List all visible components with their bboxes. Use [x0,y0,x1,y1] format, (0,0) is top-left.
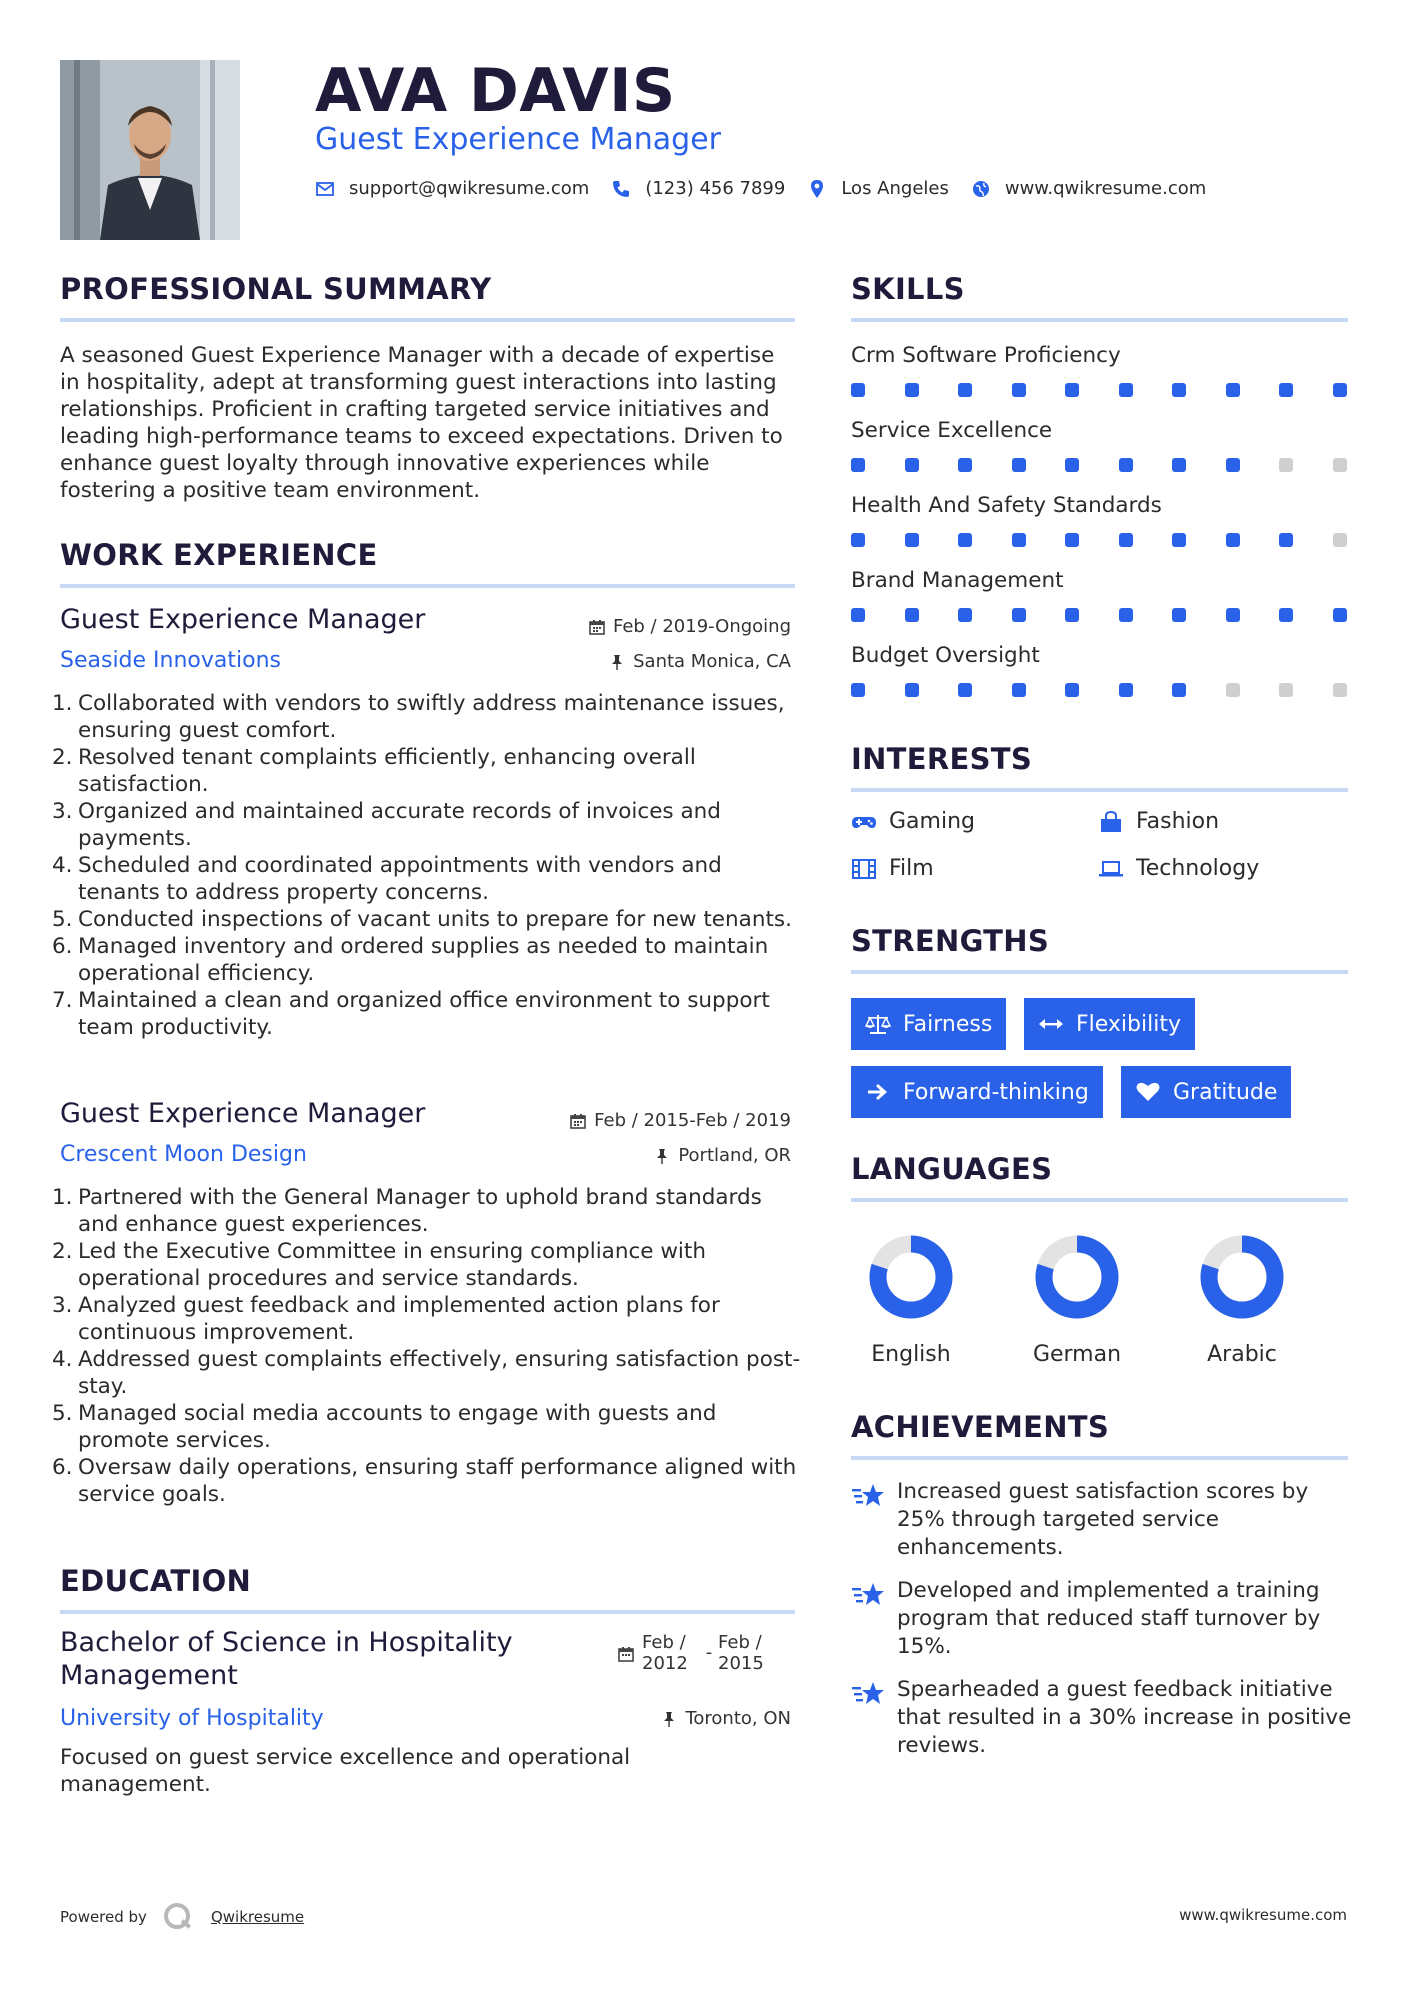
rating-dot-filled [905,383,919,397]
achievement-item [851,1577,1361,1661]
contact-location [807,178,949,199]
strength-label: Fairness [903,1011,993,1037]
education-heading: EDUCATION [60,1564,252,1598]
strength-badge [1024,998,1195,1050]
rating-dot-filled [1226,383,1240,397]
date-separator: - [705,1642,713,1663]
experience-heading: WORK EXPERIENCE [60,538,378,572]
phone-text: (123) 456 7899 [645,178,786,199]
rating-dot-filled [1226,608,1240,622]
job-location [654,1145,791,1166]
shopping-bag-icon [1098,811,1124,833]
film-icon [851,858,877,880]
rating-dot-filled [1333,608,1347,622]
job-bullets [52,1184,802,1508]
rating-dot-empty [1333,458,1347,472]
rating-dot-filled [905,458,919,472]
rating-dot-filled [1119,608,1133,622]
rating-dot-empty [1333,683,1347,697]
candidate-name: AVA DAVIS [315,56,676,126]
skills-divider [851,318,1348,322]
interest-label: Fashion [1136,809,1220,834]
list-item: 7. Maintained a clean and organized office environment to support team productivity. [52,988,770,1040]
shooting-star-icon [851,1678,887,1708]
rating-dot-filled [1226,533,1240,547]
education-start: Feb / 2012 [642,1632,688,1674]
interest-label: Gaming [889,809,975,834]
rating-dot-filled [1065,683,1079,697]
footer-branding [60,1900,304,1934]
rating-dot-filled [958,383,972,397]
list-item: 1. Collaborated with vendors to swiftly address maintenance issues, ensuring guest comfort. [52,691,785,743]
rating-dot-empty [1333,533,1347,547]
skill-rating [851,458,1386,472]
pushpin-icon [654,1148,670,1164]
education-location [661,1708,791,1729]
skill-rating [851,533,1386,547]
rating-dot-filled [905,533,919,547]
list-item: 1. Partnered with the General Manager to uphold brand standards and enhance guest experiences. [52,1185,762,1237]
phone-icon [611,179,631,199]
heart-icon [1135,1081,1161,1103]
education-dates [618,1632,776,1674]
gamepad-icon [851,811,877,833]
list-item: 6. Managed inventory and ordered supplies as needed to maintain operational efficiency. [52,934,769,986]
rating-dot-filled [851,458,865,472]
job-company: Crescent Moon Design [60,1142,307,1167]
rating-dot-filled [958,683,972,697]
education-description: Focused on guest service excellence and operational management. [60,1745,631,1797]
strength-badge [1121,1066,1291,1118]
interest-item [851,809,975,834]
rating-dot-filled [1172,533,1186,547]
achievements-heading: ACHIEVEMENTS [851,1410,1110,1444]
language-ring [1197,1232,1287,1322]
degree-title: Bachelor of Science in Hospitality Management [60,1627,513,1691]
experience-divider [60,584,795,588]
rating-dot-filled [1172,608,1186,622]
achievement-text: Spearheaded a guest feedback initiative that resulted in a 30% increase in positive reviews. [897,1677,1352,1758]
interest-item [1098,809,1219,834]
job-company: Seaside Innovations [60,648,281,673]
strength-label: Flexibility [1076,1011,1181,1037]
contact-phone[interactable] [611,178,785,199]
job-location [609,651,791,672]
contact-bar [315,178,1228,199]
languages-heading: LANGUAGES [851,1152,1053,1186]
languages-divider [851,1198,1348,1202]
profile-photo [60,60,240,240]
skill-rating [851,683,1386,697]
rating-dot-empty [1226,683,1240,697]
achievement-item [851,1676,1361,1760]
rating-dot-filled [905,683,919,697]
rating-dot-filled [1119,383,1133,397]
shooting-star-icon [851,1480,887,1510]
rating-dot-filled [1012,383,1026,397]
strength-badge [851,1066,1103,1118]
summary-divider [60,318,795,322]
balance-scale-icon [865,1013,891,1035]
calendar-icon [589,619,605,635]
list-item: 4. Addressed guest complaints effectively, ensuring satisfaction post-stay. [52,1347,801,1399]
rating-dot-filled [958,608,972,622]
rating-dot-filled [851,383,865,397]
rating-dot-filled [905,608,919,622]
qwikresume-logo-icon [161,1900,195,1934]
job-location-text: Portland, OR [678,1145,791,1166]
rating-dot-filled [1279,608,1293,622]
rating-dot-filled [1065,458,1079,472]
rating-dot-filled [1119,533,1133,547]
rating-dot-filled [1333,383,1347,397]
location-text: Los Angeles [841,178,949,199]
list-item: 3. Analyzed guest feedback and implemented action plans for continuous improvement. [52,1293,720,1345]
skill-rating [851,383,1386,397]
achievements-divider [851,1456,1348,1460]
job-dates [570,1110,791,1131]
rating-dot-filled [1065,383,1079,397]
strength-label: Gratitude [1173,1079,1278,1105]
candidate-role: Guest Experience Manager [315,122,721,157]
list-item: 5. Managed social media accounts to engage with guests and promote services. [52,1401,717,1453]
job-title: Guest Experience Manager [60,604,426,635]
interest-item [1098,856,1259,881]
list-item: 5. Conducted inspections of vacant units to prepare for new tenants. [52,907,792,932]
summary-text: A seasoned Guest Experience Manager with a decade of expertise in hospitality, adept at transforming guest interactions into lasting relationships. Proficient in crafting targeted service initiatives and leading high-performance teams to exceed expectations. Driven to enhance guest loyalty through innovative experiences while fostering a positive team environment. [60,343,783,503]
language-name: English [871,1342,951,1367]
rating-dot-filled [958,458,972,472]
interests-divider [851,788,1348,792]
achievement-text: Developed and implemented a training program that reduced staff turnover by 15%. [897,1578,1321,1659]
powered-by-text: Powered by [60,1908,147,1926]
laptop-icon [1098,858,1124,880]
pushpin-icon [609,654,625,670]
skill-name: Crm Software Proficiency [851,343,1121,368]
rating-dot-filled [1119,683,1133,697]
rating-dot-filled [851,608,865,622]
rating-dot-filled [1012,458,1026,472]
list-item: 6. Oversaw daily operations, ensuring staff performance aligned with service goals. [52,1455,797,1507]
skill-name: Brand Management [851,568,1064,593]
language-item [1017,1232,1137,1367]
school-name: University of Hospitality [60,1706,324,1731]
interest-label: Film [889,856,934,881]
pushpin-icon [661,1711,677,1727]
education-end: Feb / 2015 [718,1632,764,1674]
website-text: www.qwikresume.com [1004,178,1207,199]
skill-name: Budget Oversight [851,643,1040,668]
qwikresume-link[interactable]: Qwikresume [210,1908,305,1926]
education-divider [60,1610,795,1614]
interests-heading: INTERESTS [851,742,1033,776]
rating-dot-empty [1279,683,1293,697]
job-title: Guest Experience Manager [60,1098,426,1129]
rating-dot-filled [1226,458,1240,472]
interest-item [851,856,934,881]
achievement-item [851,1478,1361,1562]
arrows-horizontal-icon [1038,1013,1064,1035]
rating-dot-empty [1279,458,1293,472]
footer-website[interactable]: www.qwikresume.com [1179,1906,1347,1924]
skills-heading: SKILLS [851,272,965,306]
map-pin-icon [807,179,827,199]
calendar-icon [618,1646,634,1662]
list-item: 4. Scheduled and coordinated appointments with vendors and tenants to address property concerns. [52,853,722,905]
rating-dot-filled [1279,383,1293,397]
arrow-right-icon [865,1081,891,1103]
skill-name: Service Excellence [851,418,1053,443]
rating-dot-filled [1065,608,1079,622]
rating-dot-filled [1012,533,1026,547]
skill-rating [851,608,1386,622]
language-item [1182,1232,1302,1367]
shooting-star-icon [851,1579,887,1609]
rating-dot-filled [1172,383,1186,397]
rating-dot-filled [851,683,865,697]
strength-badge [851,998,1006,1050]
job-dates-text: Feb / 2015-Feb / 2019 [594,1110,791,1131]
job-dates [589,616,791,637]
job-bullets [52,690,802,1041]
calendar-icon [570,1113,586,1129]
rating-dot-filled [1172,458,1186,472]
strengths-heading: STRENGTHS [851,924,1050,958]
skill-name: Health And Safety Standards [851,493,1162,518]
language-ring [1032,1232,1122,1322]
rating-dot-filled [851,533,865,547]
email-text: support@qwikresume.com [349,178,590,199]
language-name: Arabic [1207,1342,1277,1367]
rating-dot-filled [1172,683,1186,697]
achievement-text: Increased guest satisfaction scores by 25% through targeted service enhancements. [897,1479,1309,1560]
list-item: 2. Resolved tenant complaints efficiently, enhancing overall satisfaction. [52,745,696,797]
language-name: German [1032,1342,1122,1367]
language-item [851,1232,971,1367]
summary-heading: PROFESSIONAL SUMMARY [60,272,492,306]
list-item: 2. Led the Executive Committee in ensuring compliance with operational procedures and service standards. [52,1239,706,1291]
rating-dot-filled [1012,683,1026,697]
strength-label: Forward-thinking [903,1079,1089,1105]
contact-website[interactable] [971,178,1206,199]
list-item: 3. Organized and maintained accurate records of invoices and payments. [52,799,721,851]
education-location-text: Toronto, ON [685,1708,791,1729]
interest-label: Technology [1136,856,1260,881]
job-dates-text: Feb / 2019-Ongoing [612,616,791,637]
contact-email[interactable] [315,178,589,199]
envelope-icon [315,179,335,199]
language-ring [866,1232,956,1322]
globe-icon [971,179,991,199]
strengths-divider [851,970,1348,974]
rating-dot-filled [1012,608,1026,622]
rating-dot-filled [1065,533,1079,547]
job-location-text: Santa Monica, CA [633,651,791,672]
rating-dot-filled [1279,533,1293,547]
rating-dot-filled [958,533,972,547]
rating-dot-filled [1119,458,1133,472]
